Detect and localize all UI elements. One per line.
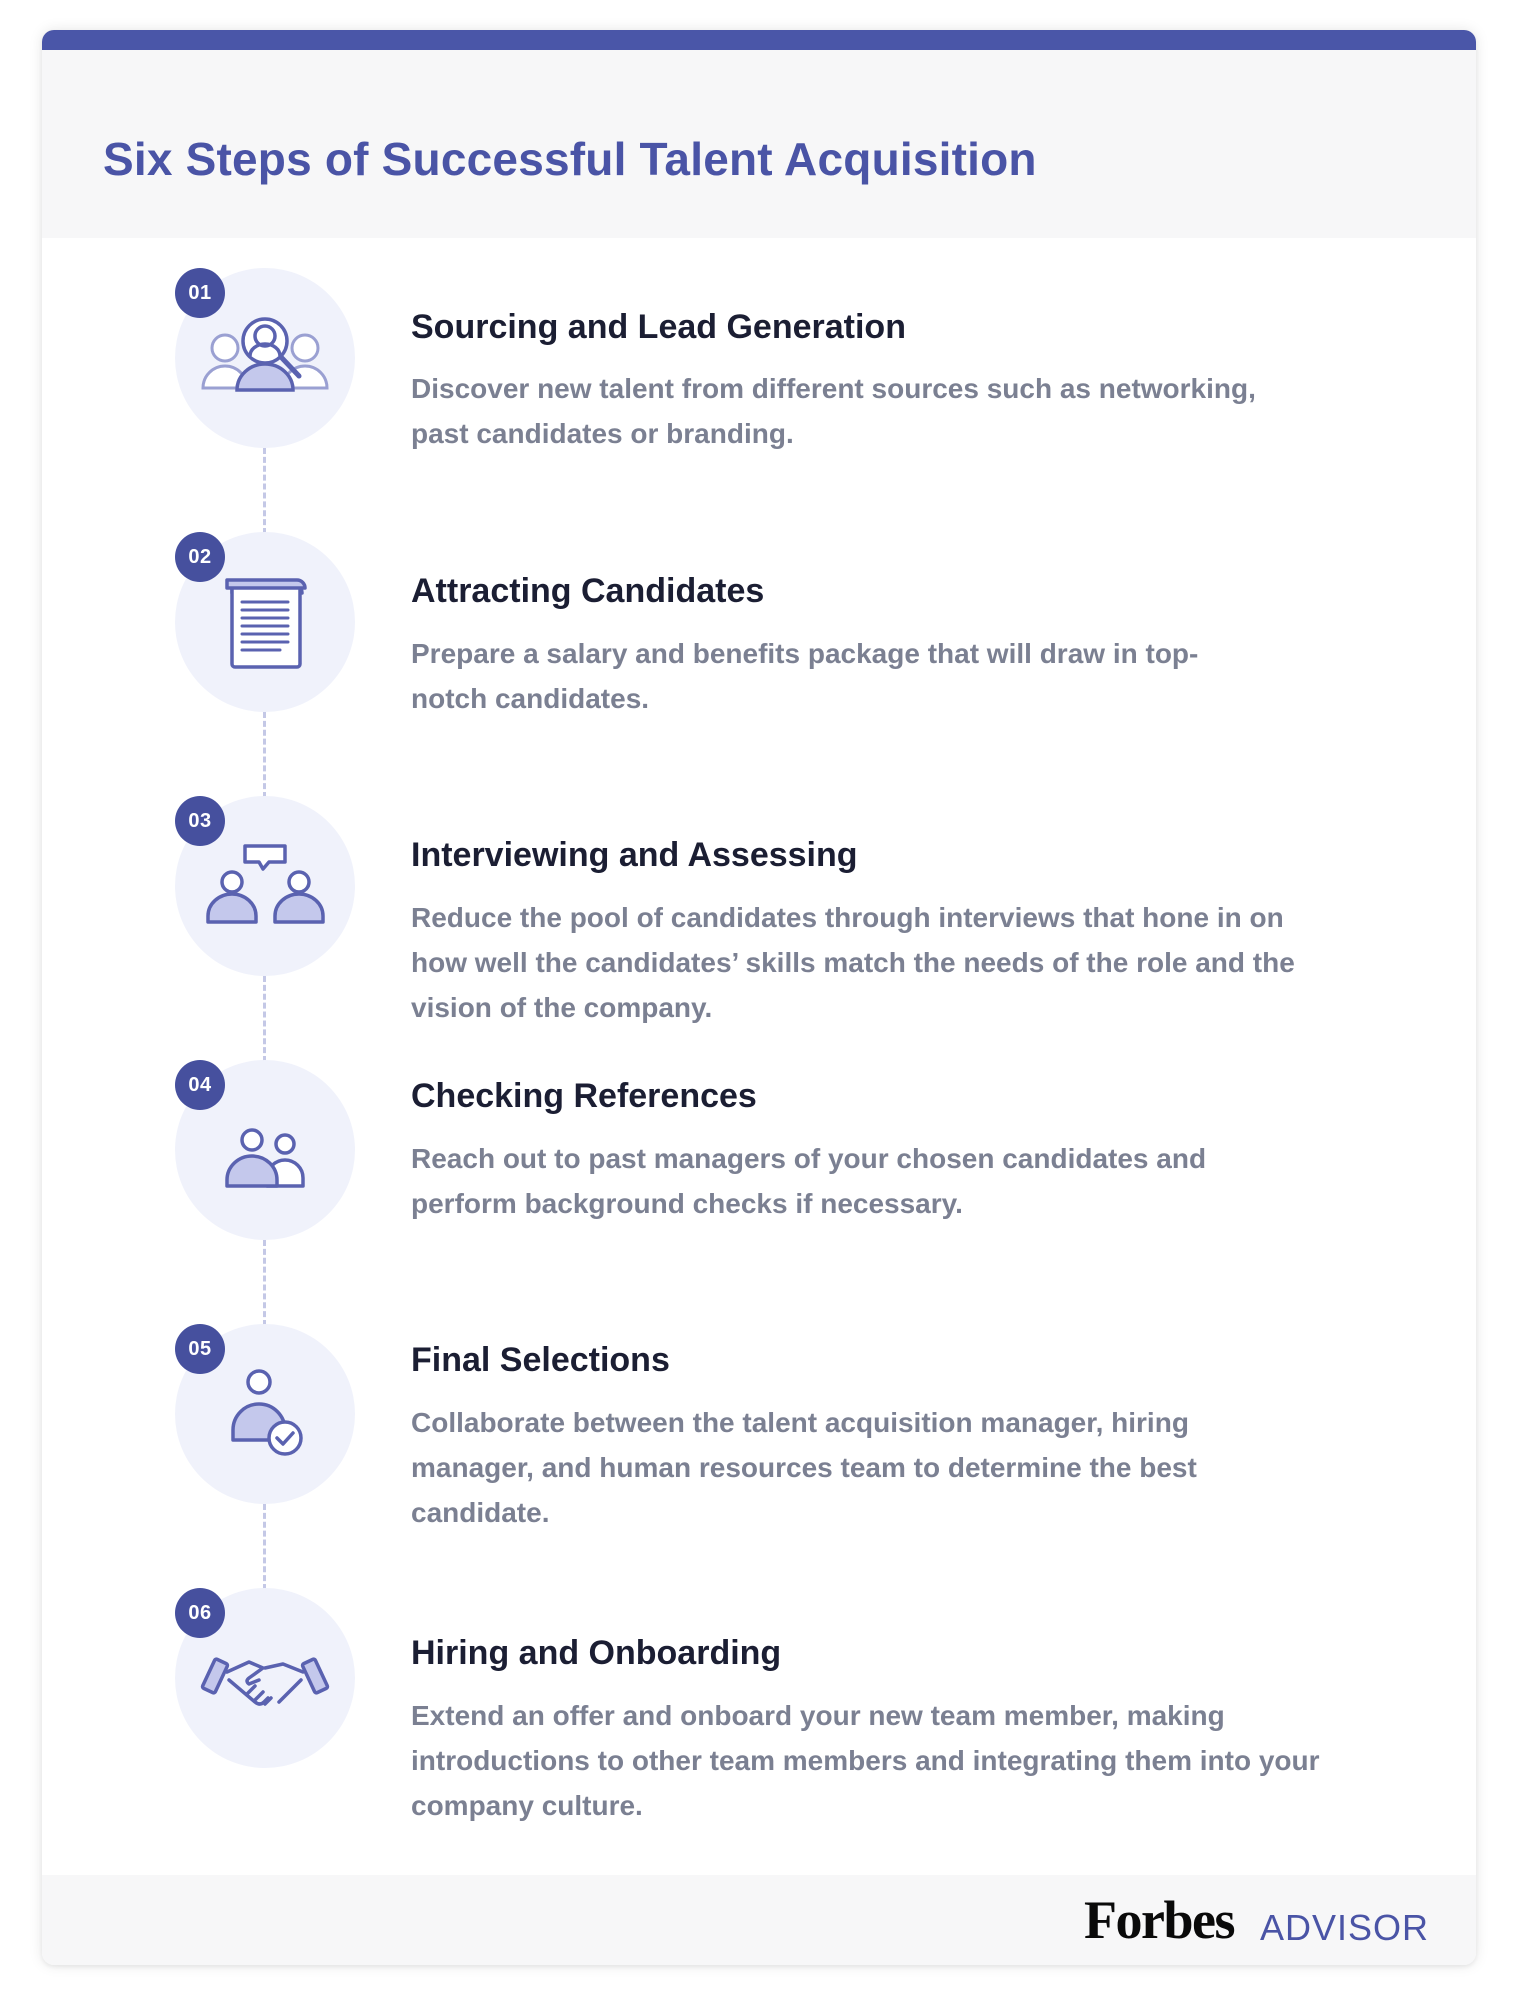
advisor-logo-text: ADVISOR [1260,1907,1430,1948]
step-3-number-badge: 03 [175,796,225,846]
step-6-number-badge: 06 [175,1588,225,1638]
step-6-description: Extend an offer and onboard your new team member, making introductions to other team members and integrating them into your company culture. [411,1700,1320,1821]
page-title: Six Steps of Successful Talent Acquisition [103,133,1037,185]
step-6-title: Hiring and Onboarding [411,1634,782,1672]
infographic-card [42,30,1476,1965]
step-2-number-badge: 02 [175,532,225,582]
step-connector [263,976,266,1062]
step-connector [263,1240,266,1326]
step-4-number-badge: 04 [175,1060,225,1110]
forbes-logo: Forbes [1084,1890,1234,1950]
step-connector [263,712,266,798]
step-5-number-badge: 05 [175,1324,225,1374]
step-5-description: Collaborate between the talent acquisition manager, hiring manager, and human resources team to determine the best candidate. [411,1407,1197,1528]
step-1-description: Discover new talent from different sources such as networking, past candidates or branding. [411,373,1256,449]
step-1-number-badge: 01 [175,268,225,318]
step-1-title: Sourcing and Lead Generation [411,308,906,346]
step-connector [263,448,266,534]
footer [42,1875,1476,1965]
step-3-title: Interviewing and Assessing [411,836,858,874]
step-4-title: Checking References [411,1077,757,1115]
step-2-description: Prepare a salary and benefits package that will draw in top-notch candidates. [411,638,1199,714]
top-accent-bar [42,30,1476,50]
step-3-description: Reduce the pool of candidates through interviews that hone in on how well the candidates’ skills match the needs of the role and the vision of the company. [411,902,1295,1023]
header [42,50,1476,238]
step-5-title: Final Selections [411,1341,670,1379]
step-2-title: Attracting Candidates [411,572,765,610]
step-4-description: Reach out to past managers of your chosen candidates and perform background checks if necessary. [411,1143,1207,1219]
step-connector [263,1504,266,1590]
